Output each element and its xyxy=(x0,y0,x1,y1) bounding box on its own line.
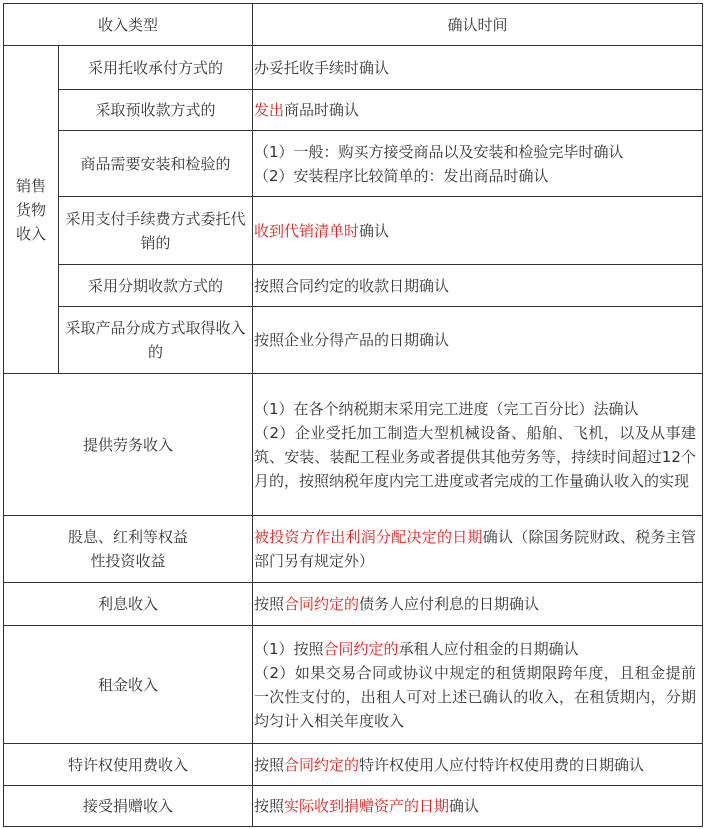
income-row-type: 股息、红利等权益性投资收益 xyxy=(67,528,188,570)
income-row-type: 特许权使用费收入 xyxy=(67,755,188,774)
income-row-time xyxy=(253,516,702,582)
recognition-text xyxy=(254,219,696,243)
sales-row-time xyxy=(253,90,702,130)
income-row-time xyxy=(253,786,702,826)
highlight-text: 实际收到捐赠资产的日期 xyxy=(284,797,450,815)
text-segment: （2）如果交易合同或协议中规定的租赁期限跨年度，且租金提前一次性支付的，出租人可对上述已确认的收入，在租赁期内，分期均匀计入相关年度收入 xyxy=(254,663,696,730)
highlight-text: 发出 xyxy=(254,101,285,119)
sales-row-time xyxy=(253,131,702,196)
recognition-text xyxy=(254,637,696,733)
text-segment: （2）安装程序比较简单的：发出商品时确认 xyxy=(254,166,549,185)
text-segment: 按照企业分得产品的日期确认 xyxy=(254,331,450,349)
recognition-text xyxy=(254,753,696,777)
text-segment: （1）在各个纳税期末采用完工进度（完工百分比）法确认 xyxy=(254,399,639,418)
income-row-type: 接受捐赠收入 xyxy=(82,797,173,815)
text-segment: （2）企业受托加工制造大型机械设备、船舶、飞机，以及从事建筑、安装、装配工程业务或者提供其他劳务等，持续时间超过12个月的，按照纳税年度内完工进度或者完成的工作量确认收入的实现 xyxy=(254,423,696,490)
text-segment: （1）一般：购买方接受商品以及安装和检验完毕时确认 xyxy=(254,142,624,161)
sales-row-type: 采用分期收款方式的 xyxy=(87,276,223,295)
sales-row-type: 商品需要安装和检验的 xyxy=(80,154,231,173)
income-row-type: 提供劳务收入 xyxy=(82,435,173,454)
recognition-text xyxy=(254,525,696,573)
income-row-time xyxy=(253,626,702,743)
text-segment: 按照 xyxy=(254,755,285,774)
highlight-text: 合同约定的 xyxy=(284,595,360,613)
recognition-text xyxy=(254,592,696,616)
text-segment: 债务人应付利息的日期确认 xyxy=(359,595,540,613)
header-recognition-time: 确认时间 xyxy=(447,15,508,34)
header-income-type: 收入类型 xyxy=(97,15,158,34)
text-segment: 确认（除国务院财政、税务主管部门另有规定外） xyxy=(254,528,696,570)
text-segment: 特许权使用人应付特许权使用费的日期确认 xyxy=(359,755,645,774)
recognition-text xyxy=(254,794,696,818)
highlight-text: 被投资方作出利润分配决定的日期 xyxy=(254,528,483,546)
highlight-text: 合同约定的 xyxy=(323,639,399,658)
text-segment: 确认 xyxy=(359,221,390,240)
sales-row-type: 采用支付手续费方式委托代销的 xyxy=(65,209,246,252)
recognition-text xyxy=(254,397,696,493)
text-segment: 按照 xyxy=(254,595,285,613)
highlight-text: 收到代销清单时 xyxy=(254,221,360,240)
sales-row-time xyxy=(253,46,702,89)
recognition-text xyxy=(254,140,696,188)
text-segment: 按照合同约定的收款日期确认 xyxy=(254,276,450,295)
sales-row-time xyxy=(253,197,702,264)
recognition-text xyxy=(254,274,696,298)
income-row-time xyxy=(253,374,702,515)
text-segment: 承租人应付租金的日期确认 xyxy=(398,639,579,658)
text-segment: 按照 xyxy=(254,797,285,815)
sales-group-label: 销售货物收入 xyxy=(15,176,46,243)
text-segment: 商品时确认 xyxy=(284,101,360,119)
text-segment: （1）按照 xyxy=(254,639,324,658)
text-segment: 确认 xyxy=(449,797,480,815)
table-border xyxy=(702,3,703,827)
income-row-type: 利息收入 xyxy=(97,595,158,613)
sales-row-time xyxy=(253,307,702,373)
sales-row-type: 采用托收承付方式的 xyxy=(87,58,223,77)
highlight-text: 合同约定的 xyxy=(284,755,360,774)
recognition-text xyxy=(254,98,696,122)
income-row-type: 租金收入 xyxy=(97,675,158,694)
recognition-text xyxy=(254,56,696,80)
income-row-time xyxy=(253,744,702,785)
sales-row-type: 采取预收款方式的 xyxy=(95,101,216,119)
sales-row-time xyxy=(253,265,702,306)
table-border xyxy=(3,826,703,827)
sales-row-type: 采取产品分成方式取得收入的 xyxy=(65,319,246,361)
text-segment: 办妥托收手续时确认 xyxy=(254,58,390,77)
recognition-text xyxy=(254,328,696,352)
income-row-time xyxy=(253,583,702,625)
